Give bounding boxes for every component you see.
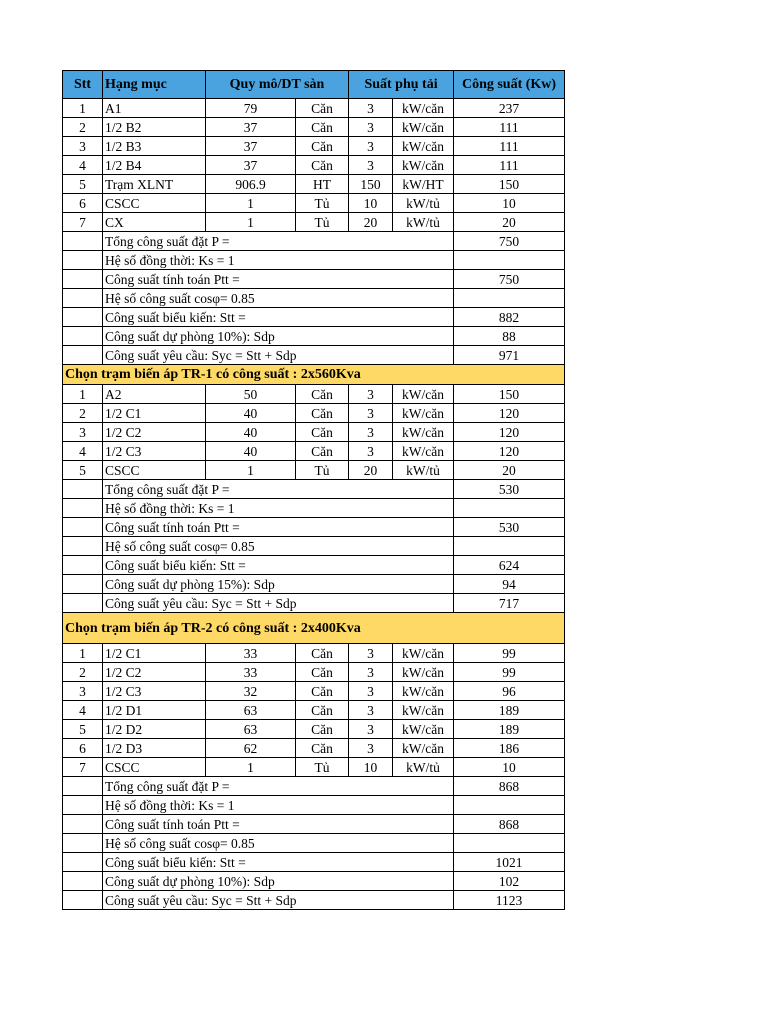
row-stt: 6 [63,194,103,213]
row-power: 189 [454,720,565,739]
summary-stt-empty [63,594,103,613]
row-item-name: A1 [103,99,206,118]
row-stt: 5 [63,720,103,739]
row-power: 99 [454,663,565,682]
row-rate-unit: kW/căn [393,663,454,682]
summary-stt-empty [63,556,103,575]
summary-row [63,308,565,327]
table-row [63,194,565,213]
row-stt: 4 [63,442,103,461]
summary-value: 530 [454,518,565,537]
row-item-name: Trạm XLNT [103,175,206,194]
row-stt: 6 [63,739,103,758]
summary-value: 530 [454,480,565,499]
row-rate: 10 [349,758,393,777]
summary-row [63,518,565,537]
row-power: 20 [454,213,565,232]
summary-row [63,232,565,251]
row-power: 10 [454,194,565,213]
summary-row [63,270,565,289]
summary-label: Công suất yêu cầu: Syc = Stt + Sdp [103,891,454,910]
row-unit: Căn [296,701,349,720]
row-rate-unit: kW/tủ [393,213,454,232]
row-power: 96 [454,682,565,701]
summary-label: Công suất dự phòng 15%): Sdp [103,575,454,594]
summary-stt-empty [63,575,103,594]
table-row [63,739,565,758]
row-rate-unit: kW/căn [393,644,454,663]
row-rate: 3 [349,701,393,720]
summary-stt-empty [63,270,103,289]
row-quantity: 37 [206,118,296,137]
row-rate-unit: kW/tủ [393,461,454,480]
row-rate-unit: kW/tủ [393,194,454,213]
header-row [63,71,565,99]
summary-row [63,594,565,613]
table-row [63,175,565,194]
table-row [63,701,565,720]
row-item-name: 1/2 C2 [103,423,206,442]
summary-row [63,796,565,815]
transformer-selection-label: Chọn trạm biến áp TR-2 có công suất : 2x400Kva [63,613,565,644]
row-quantity: 37 [206,137,296,156]
row-unit: Căn [296,720,349,739]
row-quantity: 63 [206,701,296,720]
row-item-name: 1/2 D3 [103,739,206,758]
row-rate: 3 [349,99,393,118]
summary-value [454,499,565,518]
row-rate-unit: kW/căn [393,404,454,423]
summary-value [454,796,565,815]
row-unit: Căn [296,423,349,442]
table-row [63,720,565,739]
summary-row [63,872,565,891]
summary-label: Công suất biểu kiến: Stt = [103,556,454,575]
table-row [63,423,565,442]
summary-label: Hệ số công suất cosφ= 0.85 [103,289,454,308]
row-unit: Tủ [296,758,349,777]
row-stt: 7 [63,758,103,777]
row-quantity: 37 [206,156,296,175]
row-rate-unit: kW/HT [393,175,454,194]
summary-stt-empty [63,308,103,327]
header-stt: Stt [63,71,103,99]
row-quantity: 33 [206,644,296,663]
summary-row [63,777,565,796]
summary-stt-empty [63,232,103,251]
row-item-name: 1/2 B4 [103,156,206,175]
summary-row [63,891,565,910]
summary-stt-empty [63,891,103,910]
summary-stt-empty [63,537,103,556]
row-item-name: 1/2 C3 [103,682,206,701]
summary-stt-empty [63,499,103,518]
summary-value: 868 [454,815,565,834]
row-unit: Căn [296,156,349,175]
header-cong-suat: Công suất (Kw) [454,71,565,99]
row-stt: 4 [63,156,103,175]
table-row [63,137,565,156]
row-unit: Căn [296,137,349,156]
row-unit: Tủ [296,213,349,232]
row-unit: Tủ [296,194,349,213]
row-item-name: 1/2 C3 [103,442,206,461]
summary-stt-empty [63,346,103,365]
row-rate: 3 [349,442,393,461]
row-rate: 3 [349,663,393,682]
row-rate-unit: kW/căn [393,118,454,137]
row-quantity: 79 [206,99,296,118]
summary-label: Công suất dự phòng 10%): Sdp [103,872,454,891]
row-rate-unit: kW/căn [393,739,454,758]
summary-stt-empty [63,796,103,815]
row-power: 120 [454,442,565,461]
summary-label: Công suất dự phòng 10%): Sdp [103,327,454,346]
row-quantity: 32 [206,682,296,701]
row-item-name: CSCC [103,758,206,777]
row-rate-unit: kW/căn [393,423,454,442]
summary-stt-empty [63,518,103,537]
row-stt: 2 [63,404,103,423]
summary-label: Công suất biểu kiến: Stt = [103,853,454,872]
row-quantity: 40 [206,423,296,442]
summary-label: Hệ số đồng thời: Ks = 1 [103,251,454,270]
row-rate-unit: kW/căn [393,442,454,461]
table-row [63,644,565,663]
row-rate: 3 [349,404,393,423]
summary-label: Công suất tính toán Ptt = [103,270,454,289]
row-unit: Căn [296,385,349,404]
row-quantity: 40 [206,442,296,461]
summary-row [63,575,565,594]
summary-label: Công suất tính toán Ptt = [103,518,454,537]
table-row [63,213,565,232]
summary-label: Tổng công suất đặt P = [103,480,454,499]
row-item-name: 1/2 C1 [103,404,206,423]
table-row [63,663,565,682]
summary-row [63,346,565,365]
table-body [63,99,565,910]
row-item-name: 1/2 B3 [103,137,206,156]
summary-stt-empty [63,480,103,499]
row-power: 186 [454,739,565,758]
transformer-selection-label: Chọn trạm biến áp TR-1 có công suất : 2x560Kva [63,365,565,385]
row-item-name: 1/2 C1 [103,644,206,663]
table-row [63,385,565,404]
row-unit: Căn [296,663,349,682]
summary-row [63,556,565,575]
table-row [63,118,565,137]
summary-label: Hệ số công suất cosφ= 0.85 [103,537,454,556]
row-item-name: CSCC [103,461,206,480]
row-unit: Căn [296,442,349,461]
summary-stt-empty [63,834,103,853]
row-rate: 3 [349,137,393,156]
row-rate: 10 [349,194,393,213]
row-rate-unit: kW/căn [393,720,454,739]
summary-value [454,251,565,270]
table-row [63,156,565,175]
summary-stt-empty [63,815,103,834]
row-item-name: 1/2 C2 [103,663,206,682]
summary-stt-empty [63,289,103,308]
row-unit: Căn [296,99,349,118]
row-item-name: CSCC [103,194,206,213]
row-stt: 2 [63,118,103,137]
row-unit: Căn [296,739,349,758]
summary-label: Công suất biểu kiến: Stt = [103,308,454,327]
row-quantity: 63 [206,720,296,739]
table-row [63,99,565,118]
summary-value: 102 [454,872,565,891]
row-stt: 3 [63,682,103,701]
row-power: 189 [454,701,565,720]
row-unit: Căn [296,118,349,137]
summary-label: Hệ số công suất cosφ= 0.85 [103,834,454,853]
summary-value: 624 [454,556,565,575]
row-quantity: 1 [206,194,296,213]
row-quantity: 1 [206,758,296,777]
row-power: 10 [454,758,565,777]
power-calculation-table [62,70,565,910]
summary-label: Công suất tính toán Ptt = [103,815,454,834]
summary-value [454,834,565,853]
row-rate-unit: kW/căn [393,99,454,118]
row-rate: 3 [349,118,393,137]
summary-label: Tổng công suất đặt P = [103,777,454,796]
row-quantity: 33 [206,663,296,682]
row-power: 237 [454,99,565,118]
row-stt: 2 [63,663,103,682]
row-rate-unit: kW/căn [393,682,454,701]
row-power: 120 [454,404,565,423]
row-rate: 3 [349,682,393,701]
summary-value: 750 [454,270,565,289]
row-stt: 1 [63,644,103,663]
row-rate: 3 [349,739,393,758]
summary-stt-empty [63,853,103,872]
summary-value: 1021 [454,853,565,872]
table-row [63,442,565,461]
row-unit: Căn [296,404,349,423]
table-row [63,758,565,777]
row-rate-unit: kW/tủ [393,758,454,777]
table-row [63,404,565,423]
row-rate: 20 [349,461,393,480]
header-suat-phu-tai: Suất phụ tải [349,71,454,99]
row-stt: 1 [63,385,103,404]
row-item-name: 1/2 D1 [103,701,206,720]
row-rate: 20 [349,213,393,232]
summary-value: 750 [454,232,565,251]
row-rate-unit: kW/căn [393,156,454,175]
table-row [63,461,565,480]
summary-label: Tổng công suất đặt P = [103,232,454,251]
summary-row [63,853,565,872]
summary-stt-empty [63,872,103,891]
summary-row [63,499,565,518]
row-item-name: CX [103,213,206,232]
row-stt: 1 [63,99,103,118]
summary-row [63,834,565,853]
row-power: 111 [454,118,565,137]
row-quantity: 1 [206,461,296,480]
row-power: 150 [454,385,565,404]
summary-value: 971 [454,346,565,365]
row-rate: 150 [349,175,393,194]
row-rate: 3 [349,423,393,442]
row-quantity: 1 [206,213,296,232]
row-quantity: 906.9 [206,175,296,194]
row-unit: Căn [296,644,349,663]
row-power: 111 [454,156,565,175]
summary-label: Công suất yêu cầu: Syc = Stt + Sdp [103,346,454,365]
row-item-name: 1/2 B2 [103,118,206,137]
row-power: 120 [454,423,565,442]
row-power: 111 [454,137,565,156]
row-quantity: 62 [206,739,296,758]
row-rate: 3 [349,720,393,739]
summary-row [63,289,565,308]
transformer-selection-row [63,613,565,644]
transformer-selection-row [63,365,565,385]
row-rate: 3 [349,644,393,663]
row-stt: 3 [63,423,103,442]
summary-row [63,327,565,346]
header-hang-muc: Hạng mục [103,71,206,99]
row-item-name: 1/2 D2 [103,720,206,739]
summary-value: 882 [454,308,565,327]
summary-value [454,289,565,308]
summary-row [63,815,565,834]
row-stt: 5 [63,175,103,194]
row-stt: 7 [63,213,103,232]
row-stt: 5 [63,461,103,480]
summary-value: 88 [454,327,565,346]
row-unit: Căn [296,682,349,701]
row-rate: 3 [349,385,393,404]
summary-value: 94 [454,575,565,594]
row-rate-unit: kW/căn [393,385,454,404]
summary-stt-empty [63,777,103,796]
header-quy-mo: Quy mô/DT sàn [206,71,349,99]
summary-row [63,480,565,499]
row-quantity: 50 [206,385,296,404]
summary-value: 868 [454,777,565,796]
summary-value [454,537,565,556]
row-stt: 3 [63,137,103,156]
row-item-name: A2 [103,385,206,404]
summary-stt-empty [63,327,103,346]
row-power: 20 [454,461,565,480]
summary-value: 717 [454,594,565,613]
table-row [63,682,565,701]
row-rate: 3 [349,156,393,175]
summary-row [63,251,565,270]
row-rate-unit: kW/căn [393,701,454,720]
summary-value: 1123 [454,891,565,910]
row-rate-unit: kW/căn [393,137,454,156]
summary-label: Công suất yêu cầu: Syc = Stt + Sdp [103,594,454,613]
summary-row [63,537,565,556]
summary-stt-empty [63,251,103,270]
row-unit: HT [296,175,349,194]
summary-label: Hệ số đồng thời: Ks = 1 [103,499,454,518]
row-quantity: 40 [206,404,296,423]
summary-label: Hệ số đồng thời: Ks = 1 [103,796,454,815]
row-power: 150 [454,175,565,194]
row-power: 99 [454,644,565,663]
row-stt: 4 [63,701,103,720]
row-unit: Tủ [296,461,349,480]
